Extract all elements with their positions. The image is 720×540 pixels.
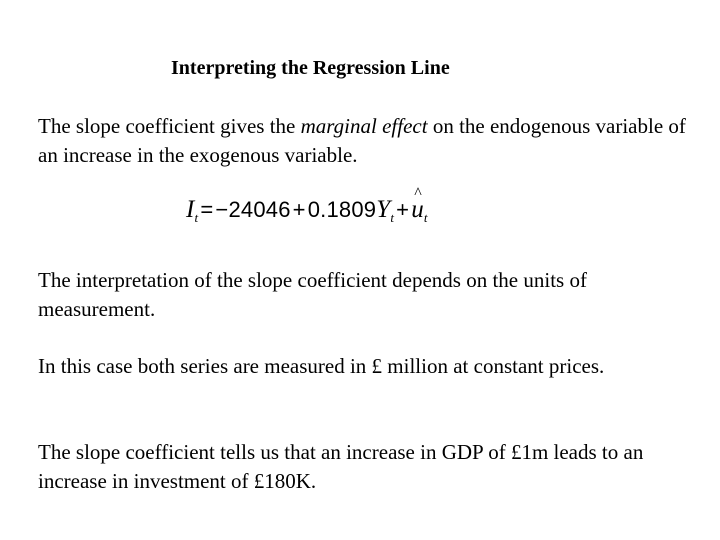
equation-equals-sign: = (200, 197, 214, 222)
equation-slope: 0.1809 (307, 197, 377, 222)
equation-plus-sign: + (292, 197, 306, 222)
equation-intercept: −24046 (215, 197, 291, 222)
paragraph-marginal-effect-after: on the endogenous variable of an increase in the exogenous variable. (38, 114, 686, 167)
paragraph-marginal-effect (38, 112, 698, 170)
regression-equation (186, 196, 428, 226)
equation-plus-sign-2: + (396, 197, 410, 222)
paragraph-marginal-effect-before: The slope coefficient gives the (38, 114, 301, 138)
equation-residual-subscript: t (423, 210, 428, 225)
equation-x-variable: Y (376, 196, 391, 223)
paragraph-marginal-effect-emphasis: marginal effect (300, 114, 428, 138)
equation-residual-variable: ^ u (411, 196, 424, 224)
paragraph-measurement: In this case both series are measured in £ million at constant prices. (38, 354, 605, 378)
equation-lhs-subscript: t (194, 210, 199, 225)
equation-lhs-variable: I (186, 196, 195, 223)
paragraph-interpretation: The slope coefficient tells us that an increase in GDP of £1m leads to an increase in investment of £180K. (38, 440, 644, 493)
equation-x-subscript: t (390, 210, 395, 225)
paragraph-units: The interpretation of the slope coefficient depends on the units of measurement. (38, 268, 587, 321)
slide-title: Interpreting the Regression Line (171, 57, 450, 79)
